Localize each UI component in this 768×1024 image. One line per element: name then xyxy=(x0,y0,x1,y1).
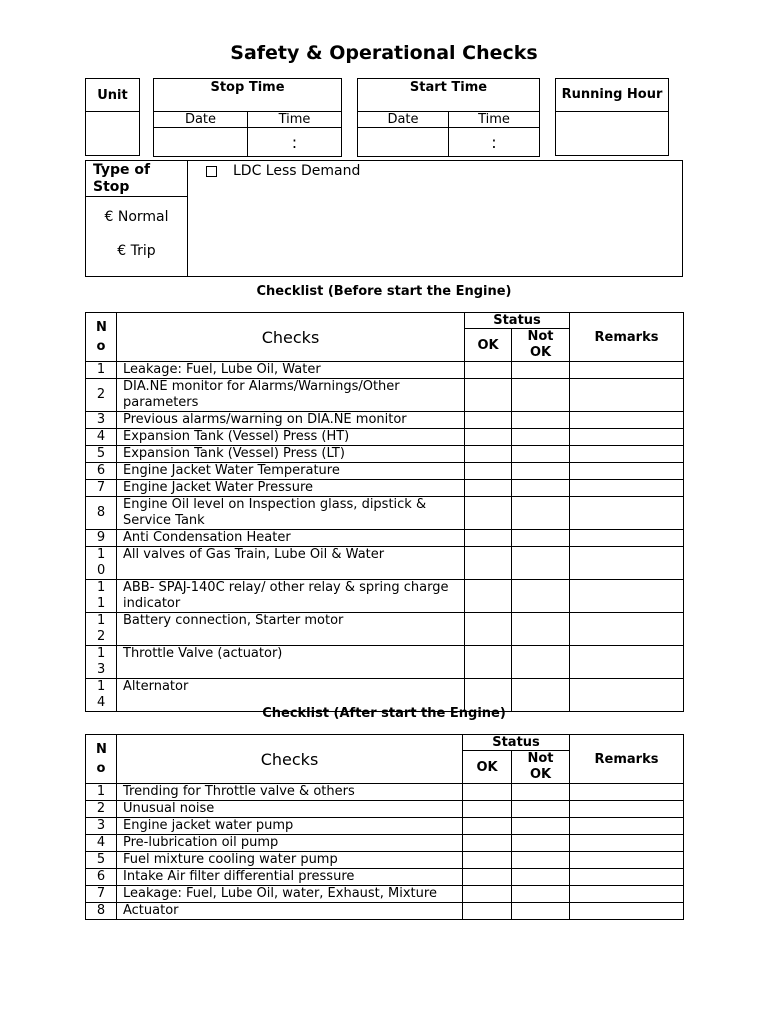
stop-time-field[interactable] xyxy=(248,128,342,157)
remarks-cell[interactable] xyxy=(570,530,684,547)
remarks-cell[interactable] xyxy=(570,480,684,497)
ldc-cell xyxy=(188,161,683,277)
remarks-cell[interactable] xyxy=(570,886,684,903)
ldc-checkbox[interactable] xyxy=(206,166,217,177)
ok-cell[interactable] xyxy=(465,463,512,480)
after-col-status: Status xyxy=(463,735,570,751)
table-row xyxy=(86,801,684,818)
row-number: 14 xyxy=(86,679,117,712)
row-number: 13 xyxy=(86,646,117,679)
not-ok-cell[interactable] xyxy=(512,530,570,547)
normal-option[interactable]: € Normal xyxy=(86,197,188,237)
row-number: 6 xyxy=(86,463,117,480)
row-number: 4 xyxy=(86,835,117,852)
ok-cell[interactable] xyxy=(465,480,512,497)
check-item: Throttle Valve (actuator) xyxy=(117,646,465,679)
row-number: 5 xyxy=(86,446,117,463)
start-date-field[interactable] xyxy=(358,128,449,157)
check-item: All valves of Gas Train, Lube Oil & Water xyxy=(117,547,465,580)
ok-cell[interactable] xyxy=(463,835,512,852)
remarks-cell[interactable] xyxy=(570,613,684,646)
check-item: Leakage: Fuel, Lube Oil, Water xyxy=(117,362,465,379)
not-ok-cell[interactable] xyxy=(512,463,570,480)
check-item: Actuator xyxy=(117,903,463,920)
start-time-colon: : xyxy=(491,132,497,152)
row-number: 7 xyxy=(86,886,117,903)
stop-date-label: Date xyxy=(154,112,248,128)
ok-cell[interactable] xyxy=(465,580,512,613)
table-row xyxy=(86,784,684,801)
table-row xyxy=(86,869,684,886)
start-date-label: Date xyxy=(358,112,449,128)
before-col-status: Status xyxy=(465,313,570,329)
check-item: Unusual noise xyxy=(117,801,463,818)
remarks-cell[interactable] xyxy=(570,429,684,446)
unit-table xyxy=(85,78,140,156)
remarks-cell[interactable] xyxy=(570,463,684,480)
row-number: 3 xyxy=(86,818,117,835)
row-number: 8 xyxy=(86,903,117,920)
table-row xyxy=(86,530,684,547)
table-row xyxy=(86,379,684,412)
before-col-notok: Not OK xyxy=(512,329,570,362)
check-item: Battery connection, Starter motor xyxy=(117,613,465,646)
remarks-cell[interactable] xyxy=(570,646,684,679)
check-item: Fuel mixture cooling water pump xyxy=(117,852,463,869)
unit-field[interactable] xyxy=(86,112,140,156)
table-row xyxy=(86,818,684,835)
table-row xyxy=(86,580,684,613)
check-item: Leakage: Fuel, Lube Oil, water, Exhaust, Mixture xyxy=(117,886,463,903)
start-time-field[interactable] xyxy=(449,128,540,157)
after-heading: Checklist (After start the Engine) xyxy=(262,706,506,721)
ok-cell[interactable] xyxy=(463,801,512,818)
not-ok-cell[interactable] xyxy=(512,480,570,497)
before-col-ok: OK xyxy=(465,329,512,362)
start-time-sublabel: Time xyxy=(449,112,540,128)
ok-cell[interactable] xyxy=(465,613,512,646)
ldc-label: LDC Less Demand xyxy=(233,163,361,179)
page-title: Safety & Operational Checks xyxy=(230,42,538,64)
remarks-cell[interactable] xyxy=(570,362,684,379)
row-number: 10 xyxy=(86,547,117,580)
not-ok-cell[interactable] xyxy=(512,613,570,646)
remarks-cell[interactable] xyxy=(570,818,684,835)
type-of-stop-table xyxy=(85,160,683,277)
table-row xyxy=(86,613,684,646)
row-number: 9 xyxy=(86,530,117,547)
row-number: 5 xyxy=(86,852,117,869)
table-row xyxy=(86,852,684,869)
remarks-cell[interactable] xyxy=(570,835,684,852)
check-item: Expansion Tank (Vessel) Press (HT) xyxy=(117,429,465,446)
check-item: Previous alarms/warning on DIA.NE monitor xyxy=(117,412,465,429)
table-row xyxy=(86,835,684,852)
not-ok-cell[interactable] xyxy=(512,818,570,835)
row-number: 12 xyxy=(86,613,117,646)
not-ok-cell[interactable] xyxy=(512,429,570,446)
not-ok-cell[interactable] xyxy=(512,869,570,886)
ok-cell[interactable] xyxy=(465,362,512,379)
before-checklist-table xyxy=(85,312,684,712)
after-col-ok: OK xyxy=(463,751,512,784)
type-of-stop-label: Type of Stop xyxy=(86,161,188,197)
ok-cell[interactable] xyxy=(465,379,512,412)
after-col-notok: Not OK xyxy=(512,751,570,784)
remarks-cell[interactable] xyxy=(570,784,684,801)
table-row xyxy=(86,547,684,580)
table-row xyxy=(86,497,684,530)
ok-cell[interactable] xyxy=(465,547,512,580)
check-item: Anti Condensation Heater xyxy=(117,530,465,547)
stop-time-label: Stop Time xyxy=(154,79,342,112)
remarks-cell[interactable] xyxy=(570,869,684,886)
running-hour-field[interactable] xyxy=(556,112,669,156)
ok-cell[interactable] xyxy=(465,497,512,530)
table-row xyxy=(86,446,684,463)
table-row xyxy=(86,412,684,429)
ok-cell[interactable] xyxy=(463,903,512,920)
row-number: 11 xyxy=(86,580,117,613)
not-ok-cell[interactable] xyxy=(512,379,570,412)
ok-cell[interactable] xyxy=(465,446,512,463)
after-col-checks: Checks xyxy=(117,735,463,784)
check-item: Engine jacket water pump xyxy=(117,818,463,835)
check-item: Engine Jacket Water Temperature xyxy=(117,463,465,480)
check-item: DIA.NE monitor for Alarms/Warnings/Other parameters xyxy=(117,379,465,412)
not-ok-cell[interactable] xyxy=(512,580,570,613)
table-row xyxy=(86,362,684,379)
start-time-label: Start Time xyxy=(358,79,540,112)
remarks-cell[interactable] xyxy=(570,801,684,818)
check-item: Alternator xyxy=(117,679,465,712)
not-ok-cell[interactable] xyxy=(512,547,570,580)
check-item: Engine Jacket Water Pressure xyxy=(117,480,465,497)
not-ok-cell[interactable] xyxy=(512,835,570,852)
remarks-cell[interactable] xyxy=(570,547,684,580)
row-number: 1 xyxy=(86,784,117,801)
check-item: Pre-lubrication oil pump xyxy=(117,835,463,852)
table-row xyxy=(86,886,684,903)
row-number: 8 xyxy=(86,497,117,530)
ok-cell[interactable] xyxy=(463,886,512,903)
table-row xyxy=(86,480,684,497)
not-ok-cell[interactable] xyxy=(512,497,570,530)
table-row xyxy=(86,903,684,920)
check-item: ABB- SPAJ-140C relay/ other relay & spring charge indicator xyxy=(117,580,465,613)
ok-cell[interactable] xyxy=(465,429,512,446)
stop-time-colon: : xyxy=(291,132,298,152)
remarks-cell[interactable] xyxy=(570,412,684,429)
table-row xyxy=(86,463,684,480)
running-hour-table xyxy=(555,78,669,156)
before-heading: Checklist (Before start the Engine) xyxy=(256,284,512,299)
table-row xyxy=(86,429,684,446)
ok-cell[interactable] xyxy=(463,852,512,869)
row-number: 6 xyxy=(86,869,117,886)
stop-date-field[interactable] xyxy=(154,128,248,157)
check-item: Engine Oil level on Inspection glass, dipstick & Service Tank xyxy=(117,497,465,530)
not-ok-cell[interactable] xyxy=(512,362,570,379)
ok-cell[interactable] xyxy=(463,869,512,886)
remarks-cell[interactable] xyxy=(570,903,684,920)
stop-time-table xyxy=(153,78,342,157)
after-col-no: N o xyxy=(86,735,117,784)
not-ok-cell[interactable] xyxy=(512,784,570,801)
ok-cell[interactable] xyxy=(463,818,512,835)
after-checklist-table xyxy=(85,734,684,920)
after-col-remarks: Remarks xyxy=(570,735,684,784)
remarks-cell[interactable] xyxy=(570,379,684,412)
row-number: 4 xyxy=(86,429,117,446)
check-item: Expansion Tank (Vessel) Press (LT) xyxy=(117,446,465,463)
ok-cell[interactable] xyxy=(465,412,512,429)
not-ok-cell[interactable] xyxy=(512,446,570,463)
not-ok-cell[interactable] xyxy=(512,646,570,679)
row-number: 2 xyxy=(86,801,117,818)
before-col-no: N o xyxy=(86,313,117,362)
not-ok-cell[interactable] xyxy=(512,412,570,429)
row-number: 3 xyxy=(86,412,117,429)
table-row xyxy=(86,646,684,679)
row-number: 7 xyxy=(86,480,117,497)
before-col-remarks: Remarks xyxy=(570,313,684,362)
remarks-cell[interactable] xyxy=(570,497,684,530)
check-item: Intake Air filter differential pressure xyxy=(117,869,463,886)
remarks-cell[interactable] xyxy=(570,446,684,463)
row-number: 1 xyxy=(86,362,117,379)
not-ok-cell[interactable] xyxy=(512,852,570,869)
remarks-cell[interactable] xyxy=(570,852,684,869)
row-number: 2 xyxy=(86,379,117,412)
start-time-table xyxy=(357,78,540,157)
trip-option[interactable]: € Trip xyxy=(86,237,188,277)
running-hour-label: Running Hour xyxy=(556,79,669,112)
not-ok-cell[interactable] xyxy=(512,903,570,920)
stop-time-sublabel: Time xyxy=(248,112,342,128)
check-item: Trending for Throttle valve & others xyxy=(117,784,463,801)
ok-cell[interactable] xyxy=(465,530,512,547)
not-ok-cell[interactable] xyxy=(512,801,570,818)
ok-cell[interactable] xyxy=(465,646,512,679)
remarks-cell[interactable] xyxy=(570,580,684,613)
before-col-checks: Checks xyxy=(117,313,465,362)
ok-cell[interactable] xyxy=(463,784,512,801)
unit-label: Unit xyxy=(86,79,140,112)
not-ok-cell[interactable] xyxy=(512,886,570,903)
